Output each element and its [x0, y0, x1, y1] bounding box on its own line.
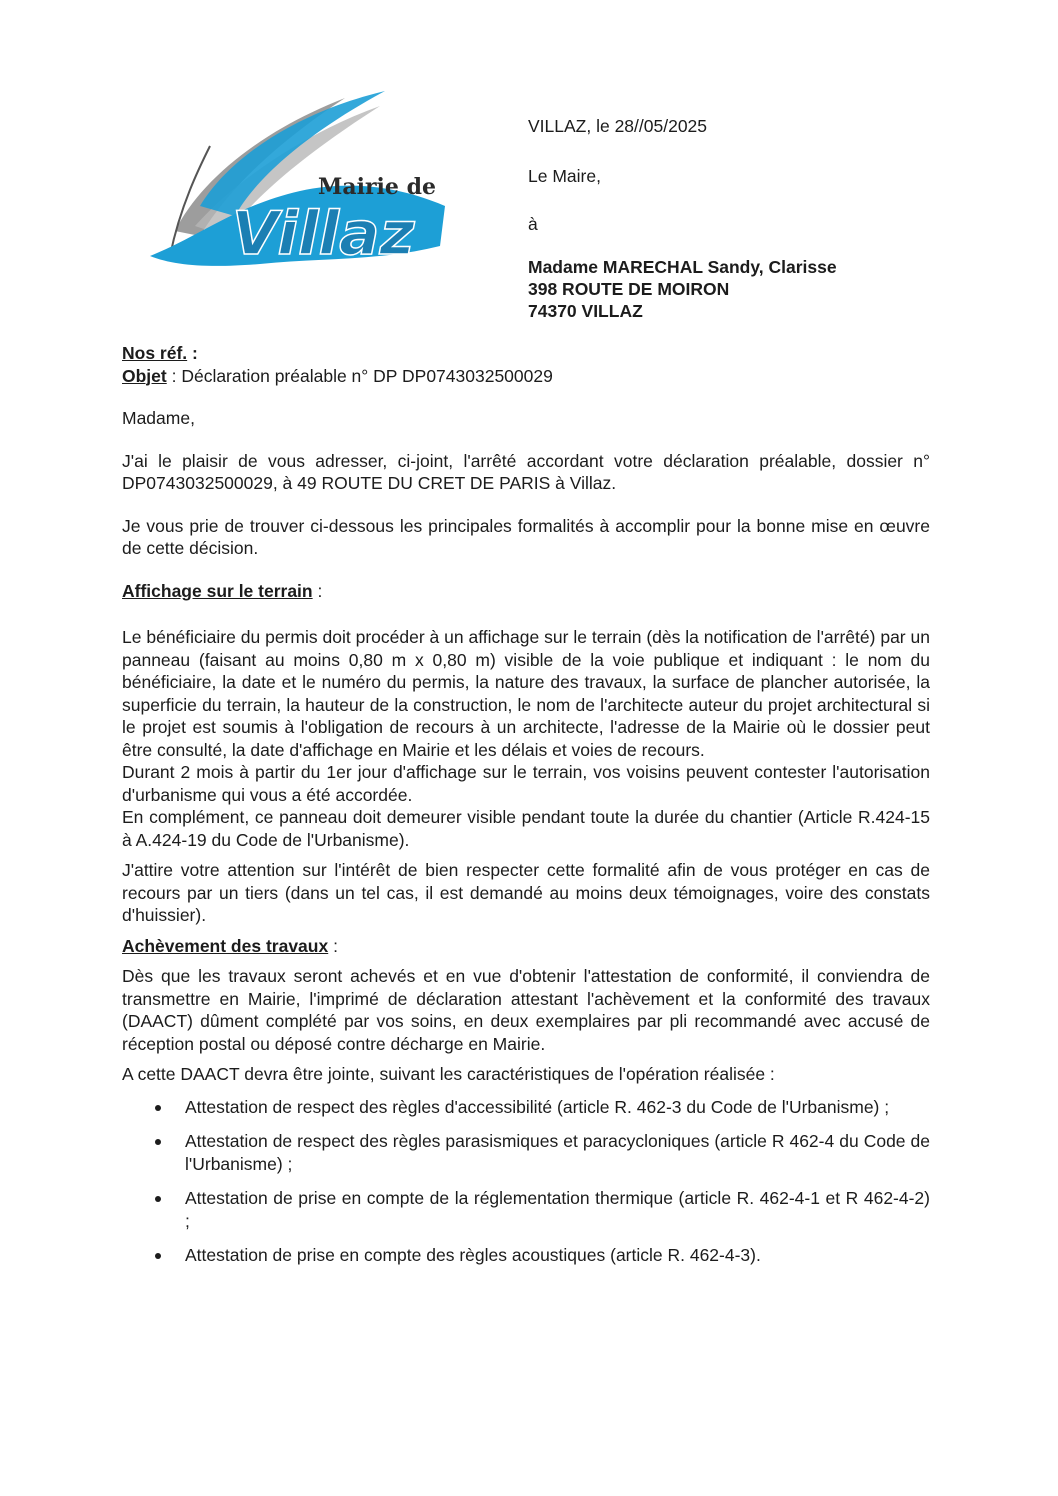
recipient-street: 398 ROUTE DE MOIRON	[528, 279, 730, 299]
requirements-list	[122, 1096, 930, 1267]
affichage-paragraph-3: En complément, ce panneau doit demeurer visible pendant toute la durée du chantier (Article R.424-15 à A.424-19 du Code de l'Urbanisme).	[122, 807, 930, 850]
objet-line	[122, 365, 930, 388]
affichage-heading-line	[122, 580, 930, 603]
list-item	[122, 1187, 930, 1232]
logo-text-villaz: Villaz	[232, 199, 415, 269]
objet-value: : Déclaration préalable n° DP DP0743032500029	[166, 365, 553, 386]
to-line: à	[528, 214, 538, 234]
affichage-paragraph-2: Durant 2 mois à partir du 1er jour d'affichage sur le terrain, vos voisins peuvent contester l'autorisation d'urbanisme qui vous a été accordée.	[122, 762, 930, 805]
formalities-paragraph: Je vous prie de trouver ci-dessous les principales formalités à accomplir pour la bonne mise en œuvre de cette décision.	[122, 515, 930, 558]
recipient-city: 74370 VILLAZ	[528, 301, 643, 321]
achevement-heading-line	[122, 935, 930, 958]
recipient-address	[528, 256, 837, 322]
list-item-text: Attestation de respect des règles d'accessibilité (article R. 462-3 du Code de l'Urbanisme) ;	[185, 1096, 890, 1117]
bullet-icon	[155, 1105, 161, 1111]
logo-graphic	[140, 86, 470, 286]
affichage-paragraph-1: Le bénéficiaire du permis doit procéder à un affichage sur le terrain (dès la notification de l'arrêté) par un panneau (faisant au moins 0,80 m x 0,80 m) visible de la voie publique et indiquant : le nom du bénéficiaire, la date et le numéro du permis, la nature des travaux, la surface de plancher autorisée, la superficie du terrain, la hauteur de la construction, le nom de l'architecte auteur du projet architectural si le projet est soumis à l'obligation de recours à un architecte, l'adresse de la Mairie où le dossier peut être consulté, la date d'affichage en Mairie et les délais et voies de recours.	[122, 627, 930, 760]
logo-text-mairie: Mairie de	[318, 174, 436, 200]
bullet-icon	[155, 1253, 161, 1259]
list-item-text: Attestation de respect des règles parasismiques et paracycloniques (article R 462-4 du Code de l'Urbanisme) ;	[185, 1131, 930, 1174]
bullet-icon	[155, 1196, 161, 1202]
achevement-heading-sep: :	[328, 935, 338, 956]
nos-ref-sep: :	[187, 343, 198, 363]
intro-paragraph: J'ai le plaisir de vous adresser, ci-joint, l'arrêté accordant votre déclaration préalable, dossier n° DP0743032500029, à 49 ROUTE DU CRET DE PARIS à Villaz.	[122, 450, 930, 493]
list-item-text: Attestation de prise en compte des règles acoustiques (article R. 462-4-3).	[185, 1245, 761, 1265]
affichage-heading: Affichage sur le terrain	[122, 580, 313, 601]
achevement-paragraph-2: A cette DAACT devra être jointe, suivant les caractéristiques de l'opération réalisée :	[122, 1064, 775, 1084]
objet-label: Objet	[122, 365, 167, 386]
achevement-heading: Achèvement des travaux	[122, 935, 329, 956]
bullet-icon	[155, 1139, 161, 1145]
sender-line: Le Maire,	[528, 166, 601, 186]
date-line: VILLAZ, le 28//05/2025	[528, 116, 708, 136]
list-item	[122, 1244, 930, 1267]
list-item	[122, 1130, 930, 1175]
salutation: Madame,	[122, 408, 195, 428]
list-item	[122, 1096, 930, 1119]
letter-body	[122, 342, 930, 1279]
nos-ref-label: Nos réf.	[122, 343, 188, 363]
recipient-name: Madame MARECHAL Sandy, Clarisse	[528, 257, 837, 277]
list-item-text: Attestation de prise en compte de la réglementation thermique (article R. 462-4-1 et R 462-4-2) ;	[185, 1188, 930, 1231]
affichage-paragraph-4: J'attire votre attention sur l'intérêt de bien respecter cette formalité afin de vous protéger en cas de recours par un tiers (dans un tel cas, il est demandé au moins deux témoignages, voire des constats d'huissier).	[122, 860, 930, 925]
mairie-logo	[140, 86, 470, 286]
affichage-heading-sep: :	[312, 580, 323, 601]
achevement-paragraph-1: Dès que les travaux seront achevés et en vue d'obtenir l'attestation de conformité, il conviendra de transmettre en Mairie, l'imprimé de déclaration attestant l'achèvement et la conformité des travaux (DAACT) dûment complété par vos soins, en deux exemplaires par pli recommandé avec accusé de réception postal ou déposé contre décharge en Mairie.	[122, 966, 930, 1054]
nos-ref-line	[122, 342, 930, 365]
